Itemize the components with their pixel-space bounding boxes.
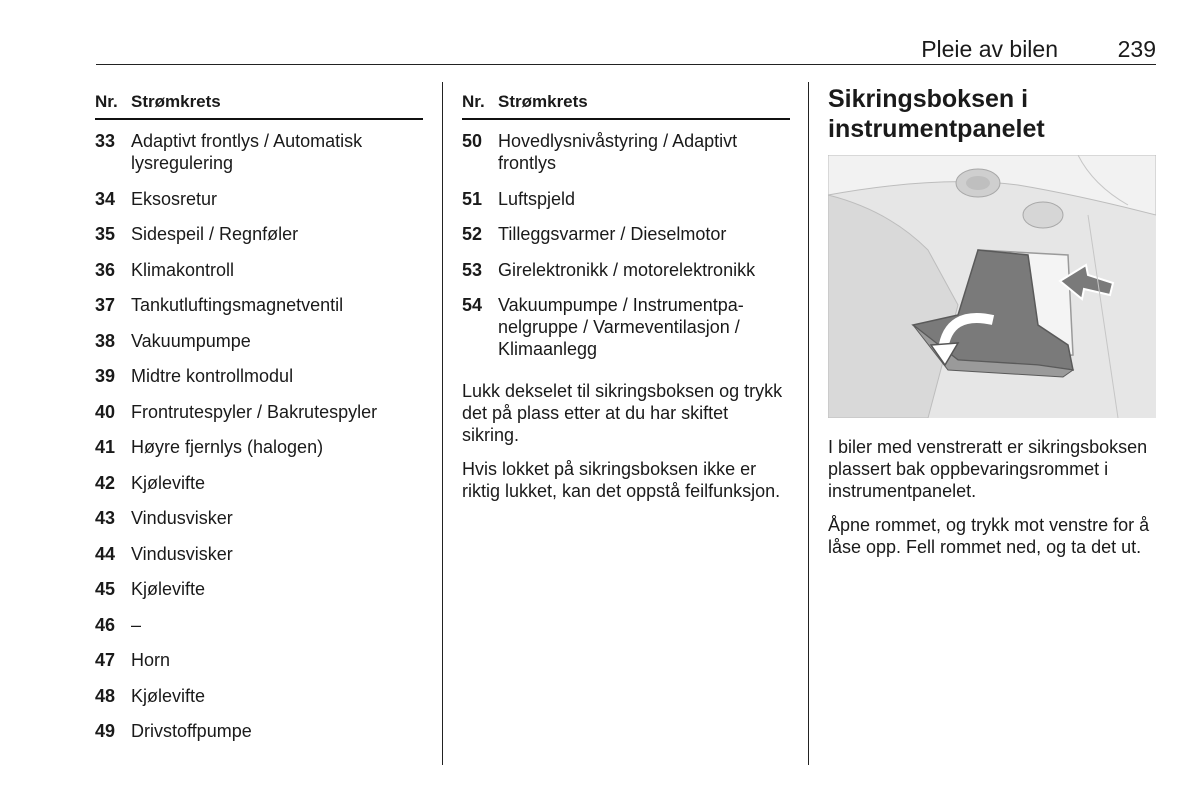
right-text	[828, 436, 1158, 570]
fuse-circuit: Drivstoffpumpe	[131, 721, 252, 741]
table-header	[462, 84, 790, 120]
fuse-number: 45	[95, 579, 116, 599]
fuse-number: 48	[95, 685, 116, 706]
middle-text	[462, 380, 790, 502]
location-paragraph: I biler med venstreratt er sikringsboksen plassert bak oppbevaringsrommet i instrumentpanelet.	[828, 437, 1148, 501]
close-cover-paragraph: Lukk dekselet til sikringsboksen og trykk det på plass etter at du har skiftet sikring.	[462, 381, 783, 445]
fuse-row	[95, 507, 423, 529]
fuse-row	[95, 649, 423, 671]
fuse-row	[95, 578, 423, 600]
fuse-number: 35	[95, 224, 116, 244]
fuse-circuit: Midtre kontrollmodul	[131, 366, 294, 386]
fuse-circuit: Tankutluftingsmagnetventil	[131, 295, 344, 315]
fuse-number: 43	[95, 508, 116, 528]
fuse-circuit: –	[131, 614, 142, 635]
fuse-circuit: Vindusvisker	[131, 543, 233, 564]
page-header	[96, 34, 1156, 65]
fuse-circuit: Klimakontroll	[131, 259, 235, 280]
fuse-number: 54	[462, 295, 483, 315]
fuse-circuit: Adaptivt frontlys / Automatisk lysregulering	[131, 131, 363, 173]
fuse-row	[95, 472, 423, 494]
column-divider-right	[808, 82, 809, 765]
page-title: Pleie av bilen	[921, 36, 1058, 62]
fuse-row	[95, 294, 423, 316]
fuse-row	[95, 436, 423, 458]
page-number: 239	[1117, 36, 1156, 62]
fuse-number: 36	[95, 259, 116, 280]
fuse-circuit: Kjølevifte	[131, 685, 206, 706]
fuse-number: 50	[462, 131, 483, 151]
fuse-number: 46	[95, 614, 116, 635]
fuse-number: 38	[95, 330, 116, 351]
fuse-row	[462, 130, 790, 174]
fuse-circuit: Vindusvisker	[131, 508, 233, 528]
fuse-number: 51	[462, 188, 483, 209]
fuse-list-middle	[462, 130, 790, 360]
table-header-nr: Nr.	[95, 92, 118, 111]
table-header-circuit: Strømkrets	[498, 92, 588, 111]
fuse-number: 42	[95, 472, 116, 493]
fuse-row	[95, 685, 423, 707]
glovebox-drawing	[828, 155, 1156, 418]
fuse-row	[95, 401, 423, 423]
fuse-circuit: Kjølevifte	[131, 579, 206, 599]
fuse-number: 41	[95, 437, 116, 457]
fuse-number: 44	[95, 543, 116, 564]
section-title: Sikringsboksen i instrumentpanelet	[828, 85, 1045, 143]
table-header-circuit: Strømkrets	[131, 92, 221, 111]
fuse-circuit: Eksosretur	[131, 188, 218, 209]
fuse-circuit: Luftspjeld	[498, 188, 576, 209]
fuse-row	[95, 720, 423, 742]
right-column	[828, 84, 1156, 144]
fuse-circuit: Kjølevifte	[131, 472, 206, 493]
fuse-circuit: Hovedlysnivåstyring / Adaptivt frontlys	[498, 131, 738, 173]
fuse-circuit: Horn	[131, 650, 171, 670]
fuse-circuit: Høyre fjernlys (halogen)	[131, 437, 324, 457]
fuse-circuit: Sidespeil / Regnføler	[131, 224, 299, 244]
fuse-row	[95, 614, 423, 636]
fuse-circuit: Girelektronikk / motorelektronikk	[498, 259, 756, 280]
fuse-circuit: Vakuumpumpe / Instrumentpanelgruppe / Varmeventilasjon / Klimaanlegg	[498, 295, 744, 359]
open-instructions-paragraph: Åpne rommet, og trykk mot venstre for å låse opp. Fell rommet ned, og ta det ut.	[828, 515, 1150, 557]
table-header-nr: Nr.	[462, 92, 485, 111]
fuse-row	[462, 294, 790, 360]
fuse-circuit: Vakuumpumpe	[131, 330, 251, 351]
fuse-number: 52	[462, 224, 483, 244]
fuse-row	[95, 365, 423, 387]
fuse-number: 37	[95, 295, 116, 315]
fuse-row	[462, 188, 790, 210]
fuse-number: 33	[95, 131, 116, 151]
fuse-number: 49	[95, 721, 116, 741]
malfunction-paragraph: Hvis lokket på sikringsboksen ikke er riktig lukket, kan det oppstå feilfunksjon.	[462, 459, 781, 501]
fuse-row	[95, 130, 423, 174]
fuse-number: 40	[95, 401, 116, 422]
table-header	[95, 84, 423, 120]
fuse-list-left	[95, 130, 423, 742]
fuse-number: 47	[95, 650, 116, 670]
fuse-box-illustration	[828, 155, 1156, 418]
fuse-row	[95, 259, 423, 281]
fuse-table-left	[95, 84, 423, 742]
fuse-number: 39	[95, 366, 116, 386]
fuse-row	[95, 543, 423, 565]
fuse-row	[95, 188, 423, 210]
column-divider-left	[442, 82, 443, 765]
fuse-row	[95, 330, 423, 352]
fuse-circuit: Frontrutespyler / Bakrutespyler	[131, 401, 378, 422]
fuse-row	[462, 259, 790, 281]
fuse-row	[95, 223, 423, 245]
fuse-row	[462, 223, 790, 245]
fuse-number: 53	[462, 259, 483, 280]
fuse-circuit: Tilleggsvarmer / Dieselmotor	[498, 224, 727, 244]
fuse-number: 34	[95, 188, 116, 209]
fuse-table-middle	[462, 84, 790, 514]
